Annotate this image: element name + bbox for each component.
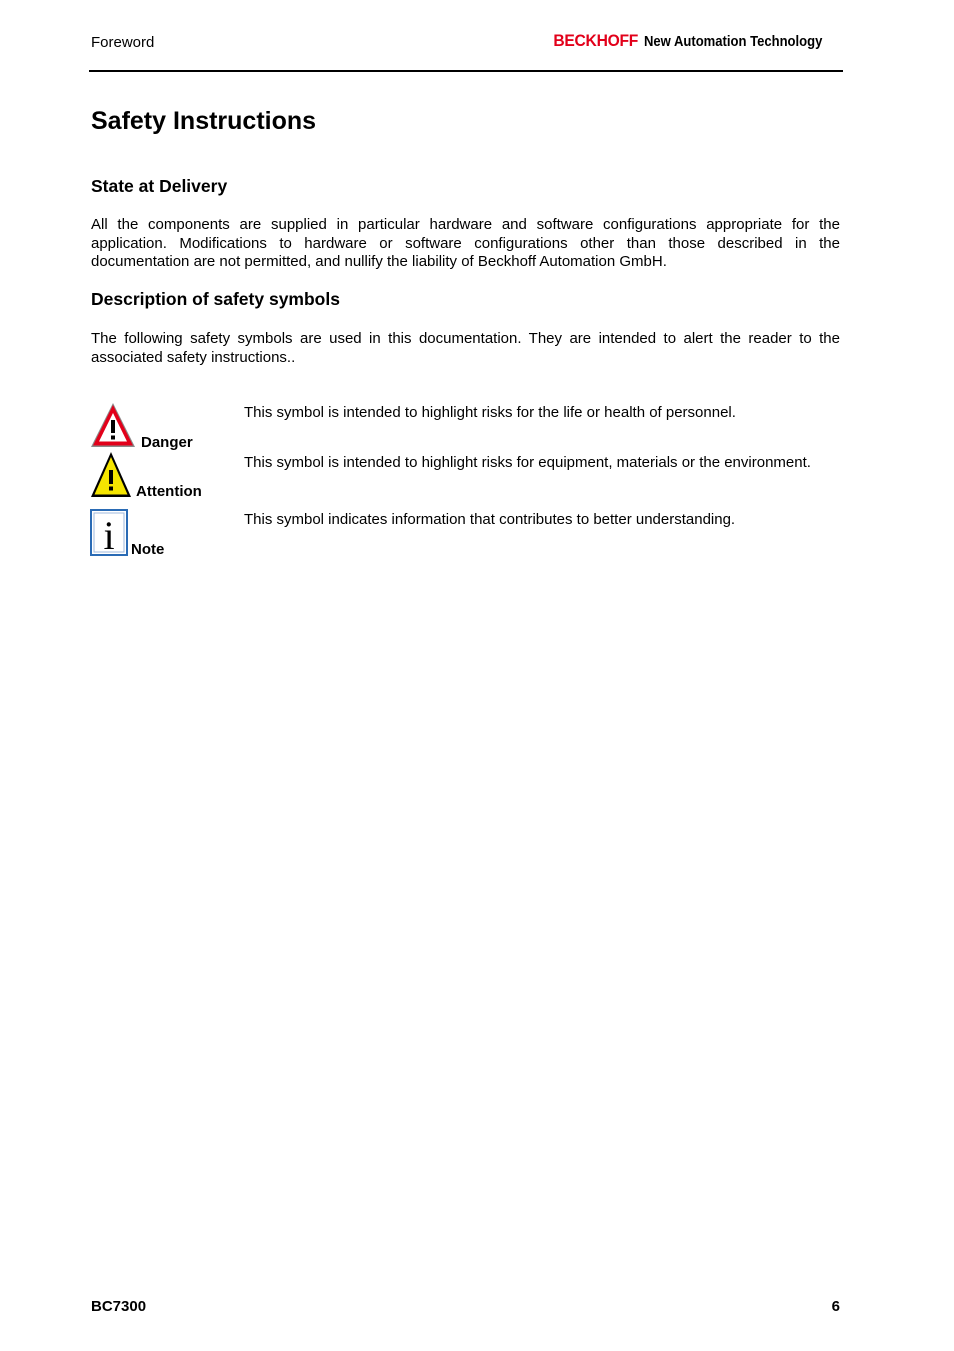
svg-text:i: i	[103, 513, 115, 556]
header-divider	[89, 70, 843, 72]
footer-page-number: 6	[831, 1298, 840, 1315]
page-title: Safety Instructions	[91, 107, 317, 135]
section-heading-safety-symbols: Description of safety symbols	[91, 289, 340, 309]
state-at-delivery-text: All the components are supplied in particular hardware and software configurations appropriate for the application. Modifications to hardware or software configurations other than those described in the documentation are not permitted, and nullify the liability of Beckhoff Automation GmbH.	[91, 216, 840, 270]
danger-triangle-icon	[90, 402, 136, 448]
section-heading-state-at-delivery: State at Delivery	[91, 176, 228, 196]
info-icon	[90, 509, 128, 556]
note-description: This symbol indicates information that contributes to better understanding.	[244, 511, 736, 528]
attention-triangle-icon	[90, 451, 132, 498]
header-brand	[546, 31, 842, 51]
brand-logo: BECKHOFF	[553, 31, 638, 50]
attention-description: This symbol is intended to highlight risks for equipment, materials or the environment.	[244, 454, 811, 471]
note-label: Note	[131, 541, 165, 558]
brand-tagline: New Automation Technology	[643, 34, 823, 50]
header-section-label: Foreword	[91, 34, 155, 51]
footer-product: BC7300	[91, 1298, 147, 1315]
danger-description: This symbol is intended to highlight risks for the life or health of personnel.	[244, 404, 736, 421]
danger-label: Danger	[141, 434, 193, 451]
attention-label: Attention	[136, 483, 202, 500]
safety-symbols-intro: The following safety symbols are used in this documentation. They are intended to alert the reader to the associated safety instructions..	[91, 330, 840, 366]
